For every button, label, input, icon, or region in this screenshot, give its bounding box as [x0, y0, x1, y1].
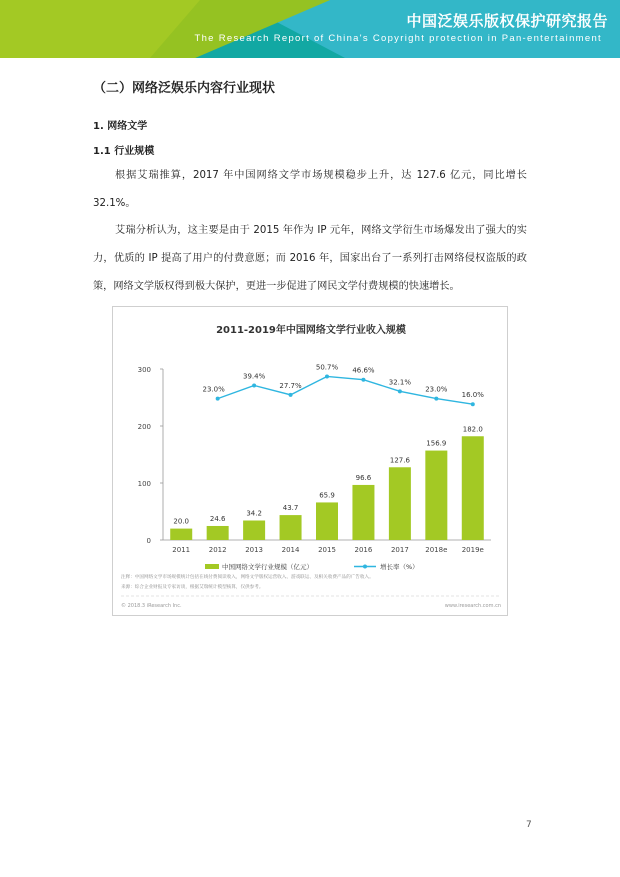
subsection-heading: 1. 网络文学: [93, 121, 148, 132]
bar-value-label: 127.6: [389, 456, 410, 465]
bar-value-label: 65.9: [319, 491, 335, 500]
report-title: 中国泛娱乐版权保护研究报告: [406, 12, 608, 30]
bar: [316, 502, 338, 540]
x-tick-label: 2018e: [425, 546, 448, 554]
bar-value-label: 182.0: [462, 425, 483, 434]
bar: [389, 467, 411, 540]
paragraph-market-size: 根据艾瑞推算，2017 年中国网络文学市场规模稳步上升，达 127.6 亿元，同比增长 32.1%。: [93, 170, 527, 209]
paragraph-analysis: 艾瑞分析认为，这主要是由于 2015 年作为 IP 元年，网络文学衍生市场爆发出了强大的实力，优质的 IP 提高了用户的付费意愿；而 2016 年，国家出台了一系列打击网络侵权盗版的政策，网络文学版权得到极大保护，更进一步促进了网民文学付费规模的快速增长。: [93, 225, 527, 292]
growth-rate-label: 32.1%: [388, 378, 412, 387]
bar-value-label: 156.9: [426, 439, 447, 448]
y-tick-label: 100: [137, 480, 151, 488]
chart-title: 2011-2019年中国网络文学行业收入规模: [216, 325, 406, 336]
x-tick-label: 2016: [354, 546, 373, 554]
page-header: [0, 0, 620, 58]
x-tick-label: 2015: [318, 546, 336, 554]
bar: [207, 526, 229, 540]
x-tick-label: 2014: [281, 546, 300, 554]
growth-rate-label: 23.0%: [425, 385, 448, 394]
growth-rate-label: 46.6%: [352, 366, 375, 375]
y-tick-label: 300: [137, 366, 151, 374]
x-tick-label: 2011: [172, 546, 191, 554]
growth-rate-point: [325, 374, 329, 378]
subsubsection-heading: 1.1 行业规模: [93, 146, 155, 157]
bar: [425, 451, 447, 540]
growth-rate-point: [434, 397, 438, 401]
x-tick-label: 2017: [390, 546, 409, 554]
chart-website: www.iresearch.com.cn: [444, 603, 501, 609]
growth-rate-point: [361, 378, 365, 382]
y-tick-label: 200: [137, 423, 151, 431]
bar-value-label: 96.6: [355, 473, 372, 482]
growth-rate-label: 27.7%: [279, 381, 302, 390]
bar: [280, 515, 302, 540]
legend-bar-label: 中国网络文学行业规模（亿元）: [222, 563, 313, 571]
bar: [170, 529, 192, 540]
chart-canvas: [113, 307, 509, 617]
x-tick-label: 2012: [208, 546, 227, 554]
report-subtitle: The Research Report of China's Copyright protection in Pan-entertainment: [194, 33, 602, 44]
chart-note: 注释：中国网络文学市场规模统计包括在线付费阅读收入，网络文学版权运营收入、游戏联运、及相关收费产品的广告收入。: [121, 575, 374, 580]
x-tick-label: 2019e: [461, 546, 484, 554]
growth-rate-label: 50.7%: [315, 363, 339, 372]
growth-rate-label: 39.4%: [242, 372, 266, 381]
legend-line-label: 增长率（%）: [380, 563, 419, 571]
growth-rate-point: [289, 393, 293, 397]
growth-rate-label: 23.0%: [202, 385, 225, 394]
legend-bar-swatch: [205, 564, 219, 569]
bar: [462, 436, 484, 540]
chart-copyright: © 2018.3 iResearch Inc.: [121, 603, 182, 609]
growth-rate-point: [471, 402, 475, 406]
legend-line-marker: [363, 565, 367, 569]
page-number: 7: [526, 820, 532, 830]
bar-value-label: 20.0: [173, 517, 190, 526]
bar-value-label: 24.6: [209, 514, 226, 523]
growth-rate-point: [216, 397, 220, 401]
x-tick-label: 2013: [245, 546, 264, 554]
revenue-chart: [112, 306, 508, 616]
growth-rate-point: [252, 383, 256, 387]
section-heading: （二）网络泛娱乐内容行业现状: [93, 81, 276, 96]
y-tick-label: 0: [146, 537, 151, 545]
chart-source: 来源：综合企业财报及专家访谈，根据艾瑞统计模型核算，仅供参考。: [121, 585, 264, 590]
growth-rate-point: [398, 389, 402, 393]
bar: [352, 485, 374, 540]
growth-rate-label: 16.0%: [461, 391, 484, 400]
bar-value-label: 43.7: [282, 504, 299, 513]
bar: [243, 521, 265, 540]
bar-value-label: 34.2: [246, 509, 262, 518]
